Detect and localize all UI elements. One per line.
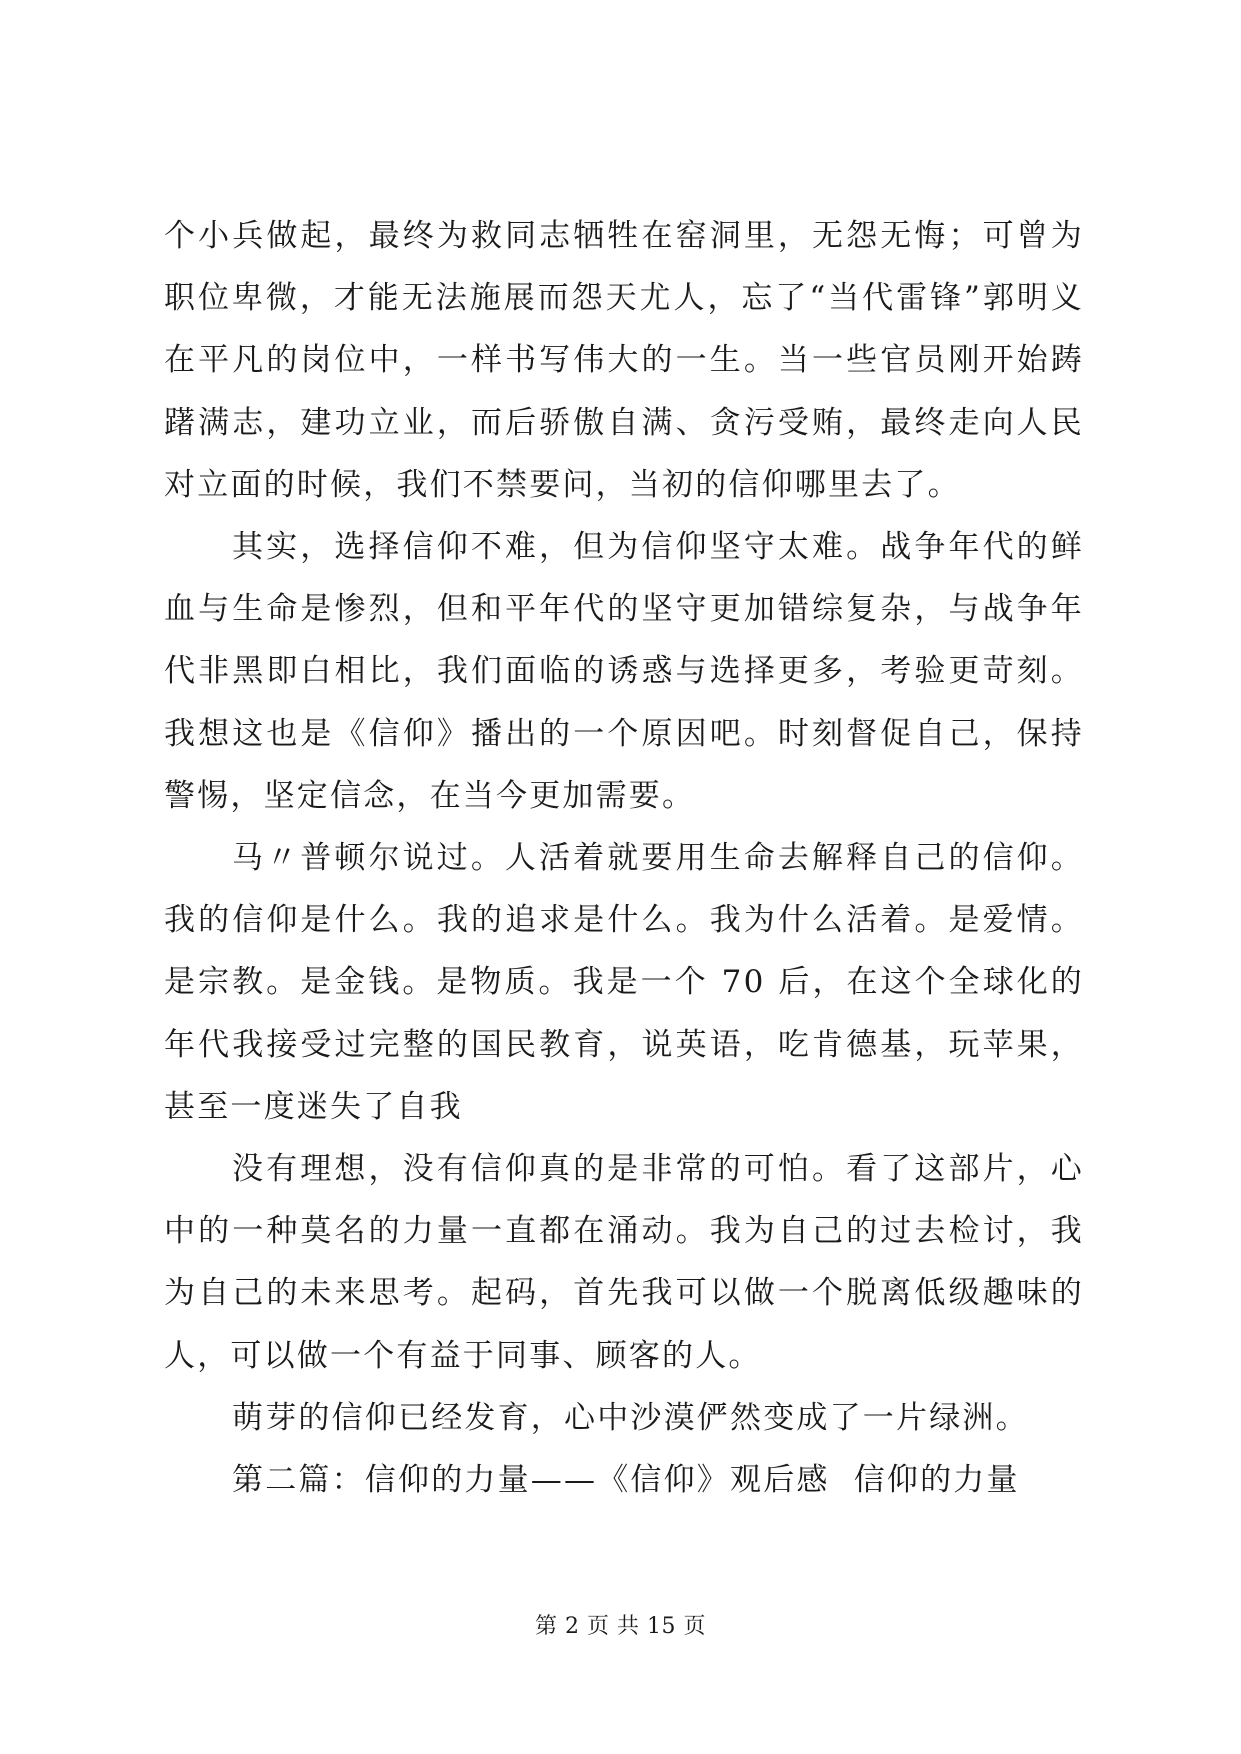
paragraph-4: 没有理想，没有信仰真的是非常的可怕。看了这部片，心中的一种莫名的力量一直都在涌动。我为自己的过去检讨，我为自己的未来思考。起码，首先我可以做一个脱离低级趣味的人，可以做一个有益于同事、顾客的人。 [164,1151,1084,1374]
document-body [164,205,1084,1511]
paragraph-2: 其实，选择信仰不难，但为信仰坚守太难。战争年代的鲜血与生命是惨烈，但和平年代的坚守更加错综复杂，与战争年代非黑即白相比，我们面临的诱惑与选择更多，考验更苛刻。我想这也是《信仰》播出的一个原因吧。时刻督促自己，保持警惕，坚定信念，在当今更加需要。 [164,529,1084,814]
paragraph-5: 萌芽的信仰已经发育，心中沙漠俨然变成了一片绿洲。 [232,1399,1029,1436]
page-number-footer: 第 2 页 共 15 页 [535,1614,706,1639]
paragraph-3: 马〃普顿尔说过。人活着就要用生命去解释自己的信仰。我的信仰是什么。我的追求是什么。我为什么活着。是爱情。是宗教。是金钱。是物质。我是一个 70 后，在这个全球化的年代我接受过完整的国民教育，说英语，吃肯德基，玩苹果，甚至一度迷失了自我 [164,840,1084,1125]
paragraph-1: 个小兵做起，最终为救同志牺牲在窑洞里，无怨无悔；可曾为职位卑微，才能无法施展而怨天尤人，忘了“当代雷锋”郭明义在平凡的岗位中，一样书写伟大的一生。当一些官员刚开始踌躇满志，建功立业，而后骄傲自满、贪污受贿，最终走向人民对立面的时候，我们不禁要问，当初的信仰哪里去了。 [164,218,1084,503]
section-heading: 第二篇：信仰的力量——《信仰》观后感 信仰的力量 [232,1462,1020,1499]
